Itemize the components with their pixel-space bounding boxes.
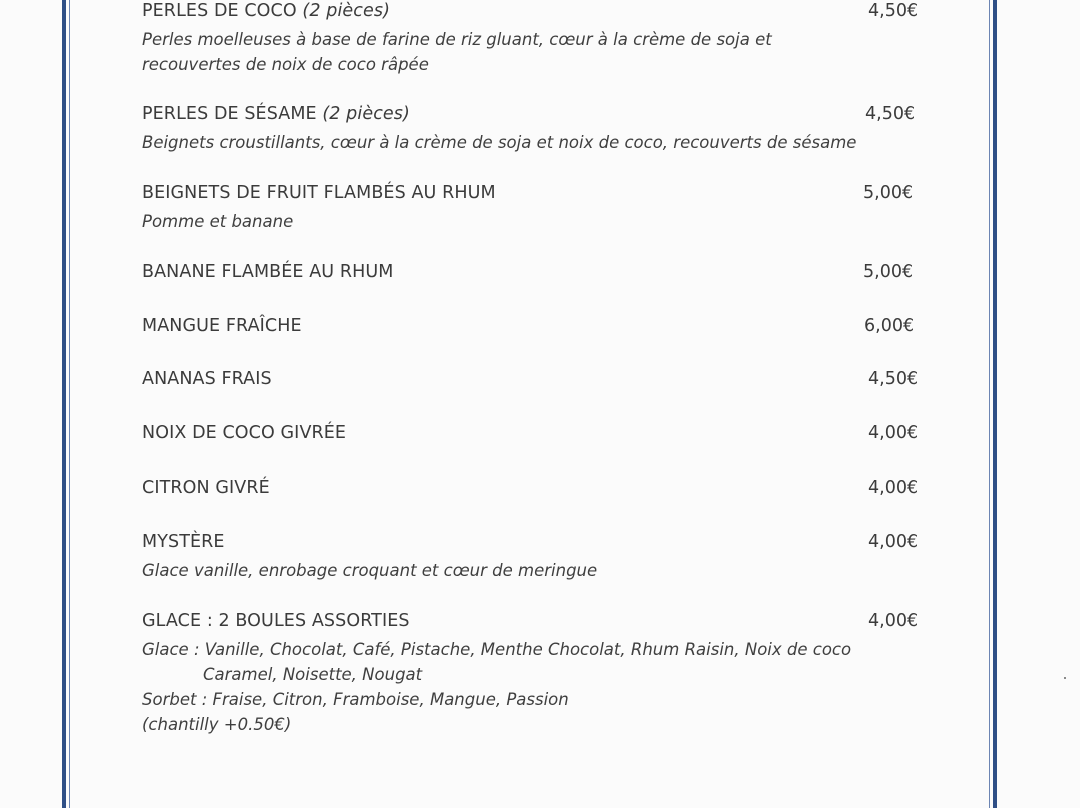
ice-cream-flavors-continued: Caramel, Noisette, Nougat [203, 665, 423, 684]
menu-item-glace-2-boules [142, 611, 922, 737]
item-description: Beignets croustillants, cœur à la crème de soja et noix de coco, recouverts de sésame [142, 133, 857, 152]
item-price: 5,00€ [863, 183, 914, 203]
menu-item-mystere [142, 532, 922, 583]
item-description: Pomme et banane [142, 212, 294, 231]
item-name: ANANAS FRAIS [142, 369, 272, 389]
menu-item-ananas-frais [142, 369, 922, 395]
menu-item-perles-de-sesame [142, 104, 922, 155]
item-description: Glace vanille, enrobage croquant et cœur de meringue [142, 561, 598, 580]
item-price: 4,00€ [868, 611, 919, 631]
item-price: 4,50€ [868, 369, 919, 389]
item-price: 6,00€ [864, 316, 915, 336]
scan-speck [1064, 677, 1066, 679]
ice-cream-flavors: Glace : Vanille, Chocolat, Café, Pistache, Menthe Chocolat, Rhum Raisin, Noix de coco [142, 640, 852, 659]
menu-item-noix-de-coco-givree [142, 423, 922, 449]
item-price: 4,50€ [865, 104, 916, 124]
menu-item-beignets-de-fruit [142, 183, 922, 234]
menu-item-mangue-fraiche [142, 316, 922, 342]
item-name: GLACE : 2 BOULES ASSORTIES [142, 611, 410, 631]
item-name: NOIX DE COCO GIVRÉE [142, 423, 347, 443]
chantilly-supplement: (chantilly +0.50€) [142, 715, 292, 734]
item-description: recouvertes de noix de coco râpée [142, 55, 429, 74]
left-border-thick [62, 0, 66, 808]
item-name: MANGUE FRAÎCHE [142, 316, 302, 336]
item-price: 4,00€ [868, 423, 919, 443]
item-name: BANANE FLAMBÉE AU RHUM [142, 262, 394, 282]
item-price: 4,50€ [868, 1, 919, 21]
item-description: Perles moelleuses à base de farine de riz gluant, cœur à la crème de soja et [142, 30, 772, 49]
left-border-thin [69, 0, 70, 808]
item-name: PERLES DE SÉSAME (2 pièces) [142, 104, 410, 124]
item-price: 4,00€ [868, 478, 919, 498]
item-name: CITRON GIVRÉ [142, 478, 270, 498]
item-name: MYSTÈRE [142, 532, 225, 552]
menu-item-perles-de-coco [142, 1, 922, 77]
menu-item-banane-flambee [142, 262, 922, 288]
item-name: BEIGNETS DE FRUIT FLAMBÉS AU RHUM [142, 183, 496, 203]
right-border-thick [993, 0, 997, 808]
item-price: 5,00€ [863, 262, 914, 282]
item-name: PERLES DE COCO (2 pièces) [142, 1, 391, 21]
right-border-thin [989, 0, 990, 808]
sorbet-flavors: Sorbet : Fraise, Citron, Framboise, Mangue, Passion [142, 690, 569, 709]
item-price: 4,00€ [868, 532, 919, 552]
menu-item-citron-givre [142, 478, 922, 504]
